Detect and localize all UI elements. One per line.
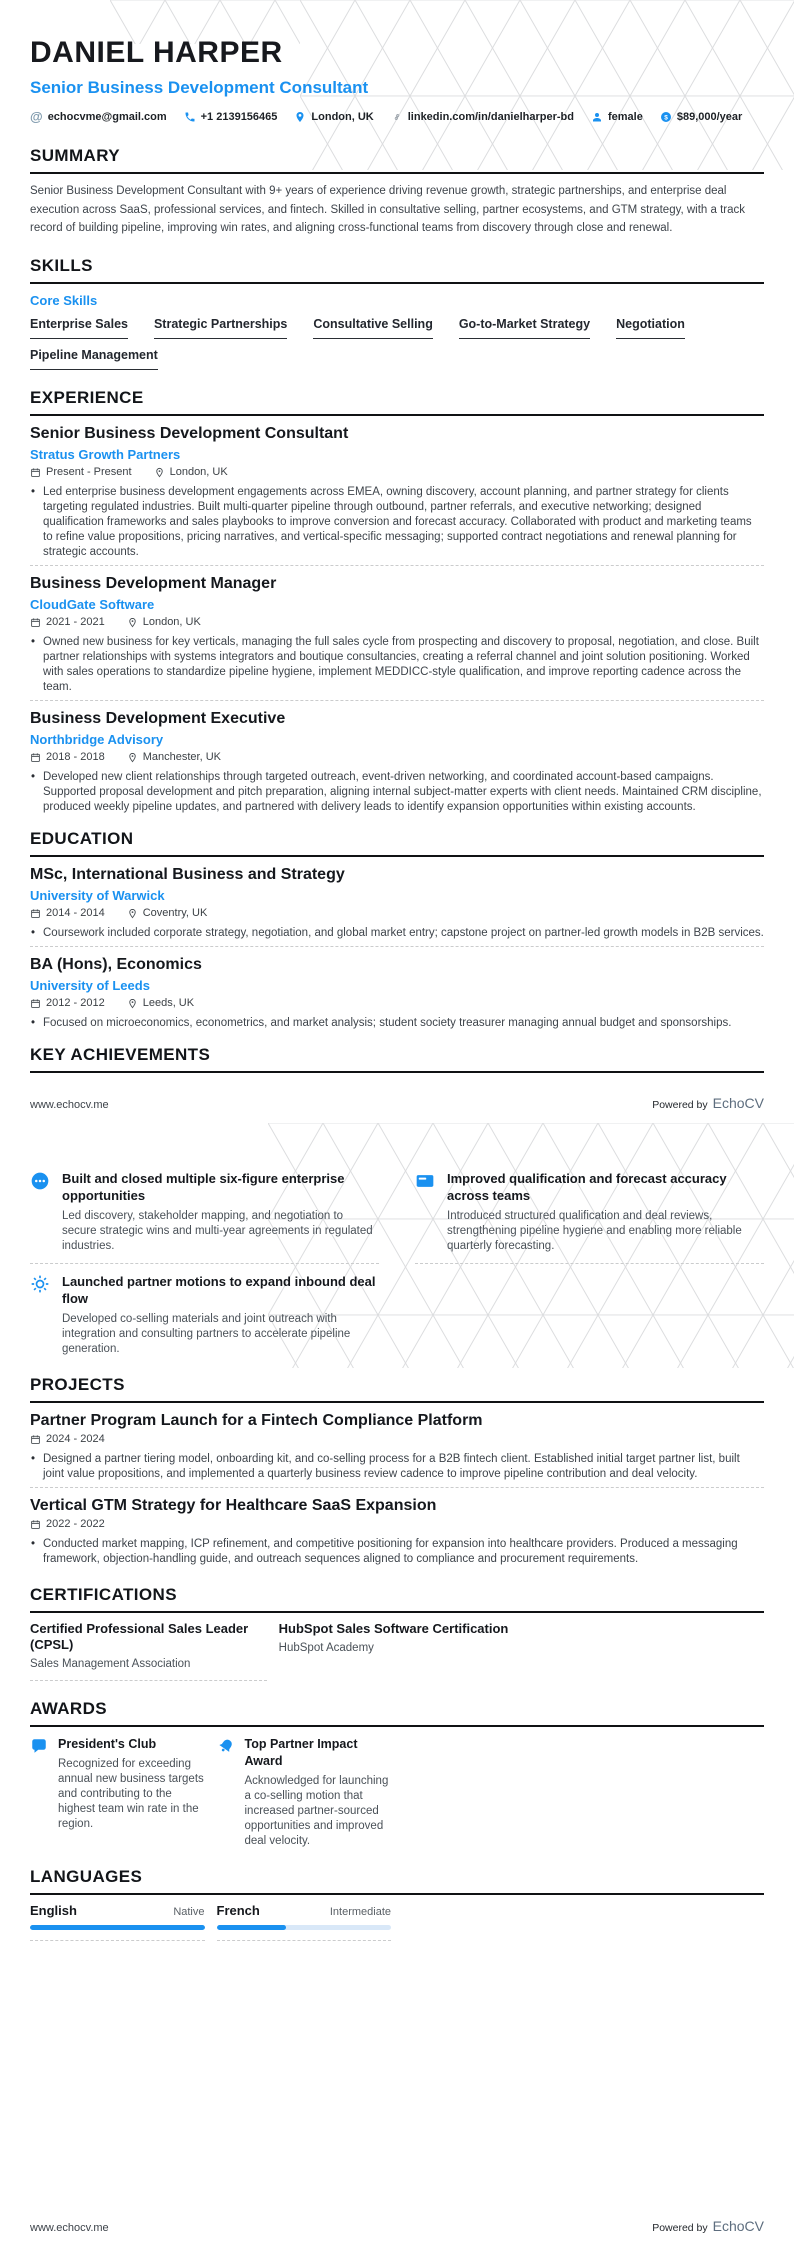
gear-icon (30, 1274, 50, 1294)
skills-heading: SKILLS (30, 256, 764, 284)
location-pin-icon (127, 998, 138, 1009)
certification-name: HubSpot Sales Software Certification (278, 1621, 509, 1636)
dashed-divider (217, 1940, 392, 1941)
skill-tag: Consultative Selling (313, 318, 432, 339)
entry-location: Manchester, UK (127, 751, 221, 764)
experience-entry (30, 575, 764, 701)
calendar-icon (30, 467, 41, 478)
date-range: 2022 - 2022 (30, 1518, 105, 1531)
at-icon: @ (30, 109, 43, 124)
section-summary (30, 146, 764, 238)
skill-tag: Strategic Partnerships (154, 318, 287, 339)
job-title: Business Development Manager (30, 574, 277, 592)
experience-entry (30, 710, 764, 815)
entry-location: London, UK (127, 616, 201, 629)
message-dots-icon (30, 1171, 50, 1191)
job-title: Senior Business Development Consultant (30, 424, 349, 442)
date-range: 2012 - 2012 (30, 997, 105, 1010)
phone-icon (184, 111, 196, 123)
school-name: University of Warwick (30, 887, 165, 903)
key-achievements-grid (30, 1170, 764, 1357)
contact-gender-value: female (607, 110, 643, 123)
company-name: Stratus Growth Partners (30, 446, 181, 462)
contact-email-value: echocvme@gmail.com (47, 110, 167, 123)
achievement-item (30, 1170, 379, 1264)
achievement-text: Led discovery, stakeholder mapping, and negotiation to secure strategic wins and multi-year agreements in regulated industries. (62, 1210, 373, 1252)
entry-meta (30, 466, 764, 479)
contact-row (30, 109, 764, 124)
languages-grid (30, 1903, 764, 1941)
location-pin-icon (154, 467, 165, 478)
location-pin-icon (127, 908, 138, 919)
project-title: Vertical GTM Strategy for Healthcare SaaS Expansion (30, 1497, 437, 1514)
calendar-icon (30, 617, 41, 628)
certification-issuer: HubSpot Academy (278, 1642, 374, 1654)
project-bullet: • Designed a partner tiering model, onboarding kit, and co-selling process for a B2B fintech client. Established initial target partner list, built joint value propositions, and implemented a quarterly business review cadence to improve pipeline contribution and deal velocity. (30, 1452, 764, 1482)
degree: BA (Hons), Economics (30, 955, 202, 973)
job-title: Business Development Executive (30, 709, 286, 727)
calendar-icon (30, 908, 41, 919)
project-bullet: • Conducted market mapping, ICP refinement, and competitive positioning for expansion into healthcare providers. Produced a messaging framework, objection-handling guide, and outreach sequences aligned to compliance and procurement requirements. (30, 1537, 764, 1567)
education-entry (30, 866, 764, 947)
powered-by-label: Powered by (652, 2222, 708, 2234)
project-entry (30, 1497, 764, 1567)
languages-heading: LANGUAGES (30, 1867, 764, 1895)
language-name: French (216, 1903, 260, 1918)
contact-phone-value: +1 2139156465 (200, 110, 278, 123)
contact-gender (591, 111, 643, 123)
language-item (217, 1903, 392, 1941)
degree: MSc, International Business and Strategy (30, 865, 345, 883)
language-name: English (30, 1903, 77, 1918)
language-proficiency-bar (30, 1925, 205, 1930)
contact-salary-value: $89,000/year (676, 110, 743, 123)
footer-branding (652, 1095, 764, 1111)
achievement-text: Developed co-selling materials and joint outreach with integration and consulting partners to accelerate pipeline generation. (62, 1313, 351, 1355)
echocv-brand: EchoCV (712, 1095, 764, 1111)
education-bullet: • Focused on microeconomics, econometrics, and market analysis; student society treasurer managing annual budget and sponsorships. (30, 1016, 764, 1031)
date-range: 2014 - 2014 (30, 907, 105, 920)
company-name: Northbridge Advisory (30, 731, 164, 747)
entry-location: Leeds, UK (127, 997, 194, 1010)
contact-phone (184, 111, 278, 123)
language-level: Intermediate (329, 1906, 391, 1918)
section-languages (30, 1867, 764, 1941)
experience-bullet: • Led enterprise business development engagements across EMEA, owning discovery, account planning, and partner strategy for clients targeting regulated industries. Built multi-quarter pipeline through outbound, partner referrals, and executive networking; designed qualification frameworks and sales playbooks to improve conversion and forecast accuracy. Collaborated with product and marketing teams to refine value propositions, pricing narratives, and vertical-specific messaging; supported contract negotiations and renewal planning for strategic accounts. (30, 485, 764, 560)
badge-icon (30, 1737, 48, 1755)
salary-icon (660, 111, 672, 123)
award-title: Top Partner Impact Award (244, 1737, 358, 1768)
page-footer (30, 2218, 764, 2234)
candidate-name: DANIEL HARPER (30, 36, 283, 69)
section-skills (30, 256, 764, 370)
resume-header (30, 36, 764, 124)
achievement-title: Built and closed multiple six-figure enterprise opportunities (62, 1171, 345, 1203)
section-certifications (30, 1585, 764, 1681)
person-icon (591, 111, 603, 123)
award-title: President's Club (58, 1737, 157, 1751)
projects-heading: PROJECTS (30, 1375, 764, 1403)
dashed-divider (30, 946, 764, 947)
section-key-achievements (30, 1045, 764, 1073)
certification-issuer: Sales Management Association (30, 1658, 191, 1670)
certifications-heading: CERTIFICATIONS (30, 1585, 764, 1613)
location-pin-icon (294, 111, 306, 123)
awards-heading: AWARDS (30, 1699, 764, 1727)
entry-meta (30, 1433, 764, 1446)
key-achievements-heading: KEY ACHIEVEMENTS (30, 1045, 764, 1073)
entry-meta (30, 907, 764, 920)
summary-text: Senior Business Development Consultant with 9+ years of experience driving revenue growth, strategic partnerships, and enterprise deal execution across SaaS, professional services, and fintech. Skilled in consultative selling, partner ecosystems, and GTM strategy, with a track record of building pipeline, improving win rates, and aligning cross-functional teams from discovery through close and renewal. (30, 185, 746, 234)
award-item (30, 1736, 205, 1849)
section-projects (30, 1375, 764, 1567)
contact-email[interactable] (30, 110, 167, 123)
calendar-icon (30, 998, 41, 1009)
contact-linkedin[interactable] (391, 111, 574, 123)
certification-name: Certified Professional Sales Leader (CPSL) (30, 1621, 249, 1652)
contact-location-value: London, UK (311, 110, 374, 123)
award-item (217, 1736, 392, 1849)
experience-heading: EXPERIENCE (30, 388, 764, 416)
project-entry (30, 1412, 764, 1488)
entry-location: London, UK (154, 466, 228, 479)
dashed-divider (30, 700, 764, 701)
language-item (30, 1903, 205, 1941)
date-range: 2018 - 2018 (30, 751, 105, 764)
achievement-text: Introduced structured qualification and deal reviews, strengthening pipeline hygiene and enabling more reliable quarterly forecasting. (447, 1210, 742, 1252)
entry-meta (30, 751, 764, 764)
education-entry (30, 956, 764, 1031)
card-icon (415, 1171, 435, 1191)
date-range: 2021 - 2021 (30, 616, 105, 629)
location-pin-icon (127, 752, 138, 763)
contact-salary (660, 111, 742, 123)
calendar-icon (30, 1434, 41, 1445)
dashed-divider (30, 565, 764, 566)
entry-meta (30, 616, 764, 629)
experience-bullet: • Owned new business for key verticals, managing the full sales cycle from prospecting and discovery to proposal, negotiation, and close. Built partner relationships with systems integrators and boutique consultancies, creating a referral channel and joint solution positioning. Worked with sales operations to standardize pipeline hygiene, implement MEDDICC-style qualification, and improve reporting cadence across the team. (30, 635, 764, 695)
calendar-icon (30, 752, 41, 763)
entry-meta (30, 997, 764, 1010)
location-pin-icon (127, 617, 138, 628)
skill-tag: Enterprise Sales (30, 318, 128, 339)
certifications-grid (30, 1621, 764, 1681)
powered-by-label: Powered by (652, 1099, 708, 1111)
footer-branding (652, 2218, 764, 2234)
section-education (30, 829, 764, 1031)
award-text: Recognized for exceeding annual new business targets and contributing to the highest team win rate in the region. (58, 1758, 204, 1830)
certification-item (279, 1621, 516, 1681)
footer-site-link[interactable]: www.echocv.me (30, 1099, 109, 1111)
project-title: Partner Program Launch for a Fintech Compliance Platform (30, 1412, 483, 1429)
svg-text:$: $ (664, 113, 668, 121)
date-range: Present - Present (30, 466, 132, 479)
language-level: Native (173, 1906, 205, 1918)
summary-heading: SUMMARY (30, 146, 764, 174)
skill-tag: Pipeline Management (30, 349, 158, 370)
entry-meta (30, 1518, 764, 1531)
link-icon (391, 111, 403, 123)
achievement-item (30, 1273, 379, 1357)
achievement-title: Improved qualification and forecast accuracy across teams (447, 1171, 727, 1203)
awards-grid (30, 1736, 764, 1849)
skill-tag: Go-to-Market Strategy (459, 318, 590, 339)
calendar-icon (30, 1519, 41, 1530)
certification-item (30, 1621, 267, 1681)
skills-list (30, 318, 764, 370)
school-name: University of Leeds (30, 977, 150, 993)
dashed-divider (30, 1940, 205, 1941)
experience-entry (30, 425, 764, 566)
company-name: CloudGate Software (30, 596, 155, 612)
education-heading: EDUCATION (30, 829, 764, 857)
education-bullet: • Coursework included corporate strategy, negotiation, and global market entry; capstone project on partner-led growth models in B2B services. (30, 926, 764, 941)
footer-site-link[interactable]: www.echocv.me (30, 2222, 109, 2234)
contact-location (294, 111, 373, 123)
bell-icon (217, 1737, 235, 1755)
dashed-divider (30, 1487, 764, 1488)
candidate-title: Senior Business Development Consultant (30, 78, 369, 97)
date-range: 2024 - 2024 (30, 1433, 105, 1446)
skills-group-label: Core Skills (30, 292, 98, 308)
language-proficiency-bar (217, 1925, 392, 1930)
achievement-item (415, 1170, 764, 1264)
section-experience (30, 388, 764, 815)
skill-tag: Negotiation (616, 318, 685, 339)
echocv-brand: EchoCV (712, 2218, 764, 2234)
entry-location: Coventry, UK (127, 907, 208, 920)
experience-bullet: • Developed new client relationships through targeted outreach, event-driven networking, and coordinated account-based campaigns. Supported proposal development and pitch preparation, aligning internal subject-matter experts with client needs. Maintained CRM discipline, produced weekly pipeline updates, and partnered with delivery leads to identify expansion opportunities within existing accounts. (30, 770, 764, 815)
contact-linkedin-value: linkedin.com/in/danielharper-bd (407, 110, 574, 123)
page-2 (0, 1123, 794, 2246)
page-footer (30, 1095, 764, 1111)
section-awards (30, 1699, 764, 1849)
achievement-title: Launched partner motions to expand inbound deal flow (62, 1274, 376, 1306)
award-text: Acknowledged for launching a co-selling motion that increased partner-sourced opportunities and improved deal velocity. (244, 1775, 389, 1847)
